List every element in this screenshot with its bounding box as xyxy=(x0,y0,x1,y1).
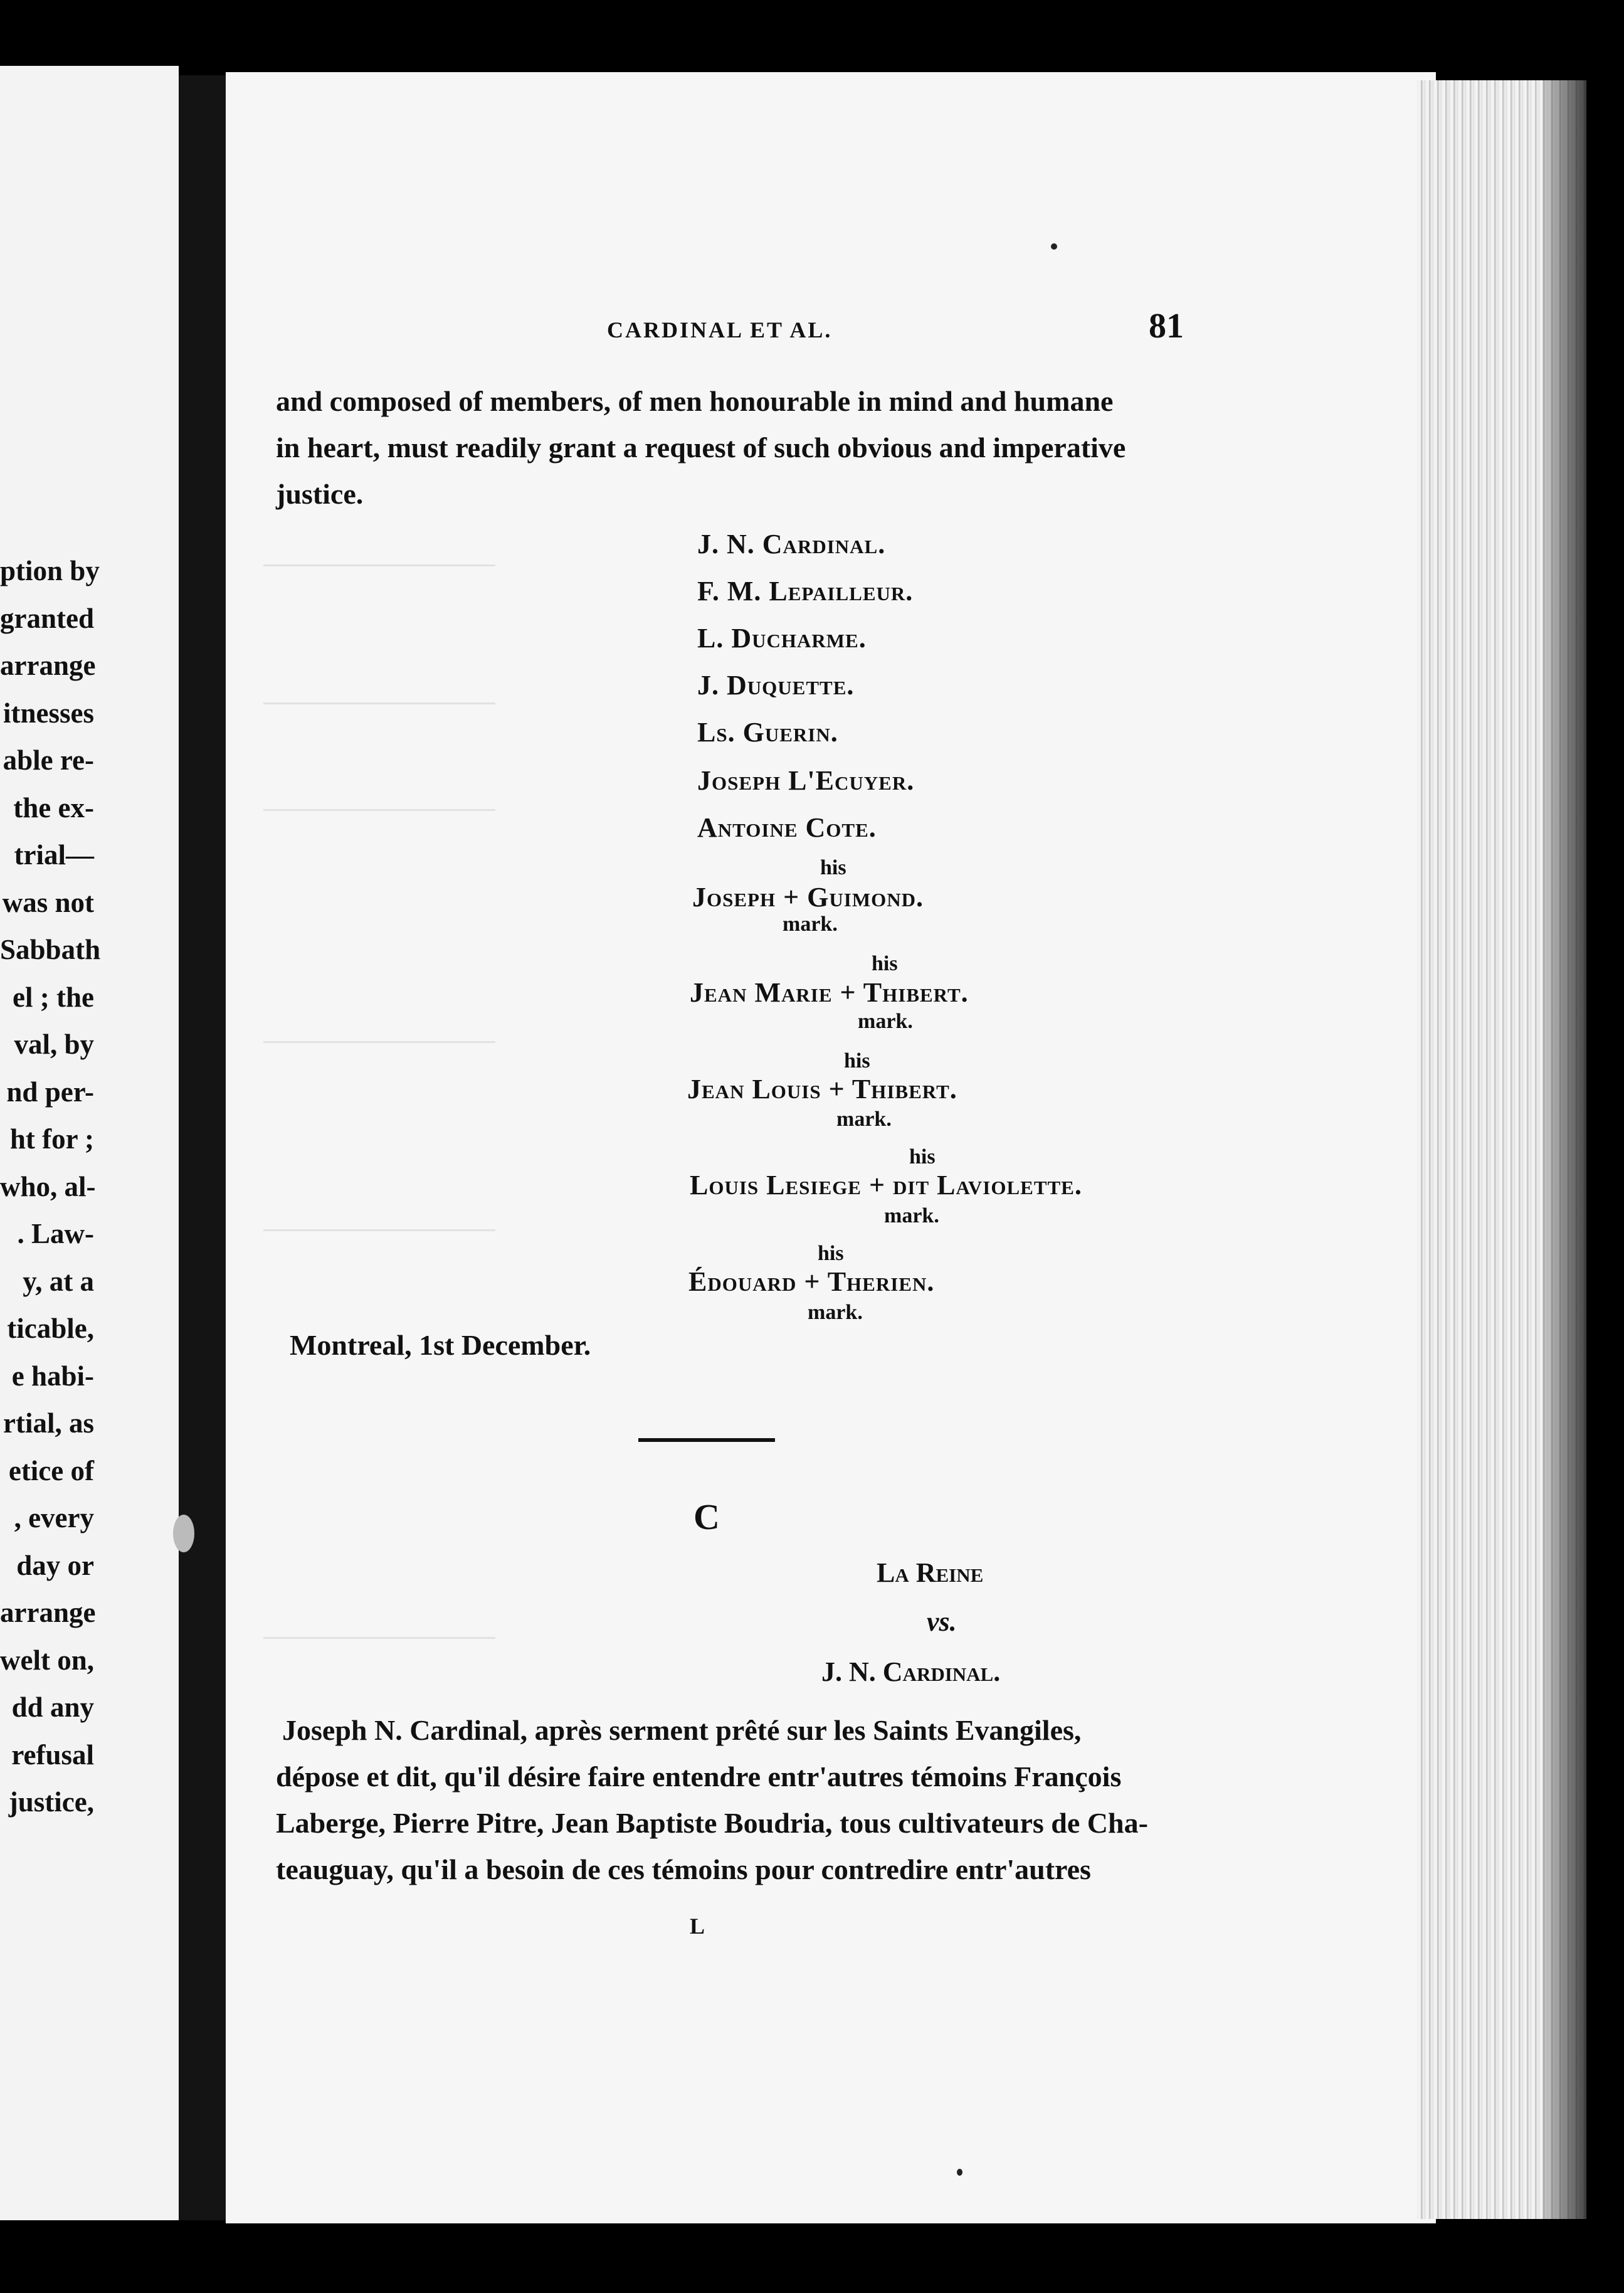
signatory-name: J. N. Cardinal. xyxy=(697,529,886,559)
left-line: dd any xyxy=(11,1692,94,1723)
left-line: was not xyxy=(2,886,94,918)
left-line: day or xyxy=(16,1549,94,1581)
first-name: Jean Marie xyxy=(690,977,833,1008)
left-facing-page xyxy=(0,66,179,2220)
marked-signatory xyxy=(690,1169,1082,1201)
left-line: granted xyxy=(0,602,94,634)
ink-speck xyxy=(1051,243,1057,250)
left-line: able re- xyxy=(3,744,94,776)
his-label: his xyxy=(820,856,846,879)
first-name: Édouard xyxy=(688,1266,797,1297)
left-line: . Law- xyxy=(17,1218,94,1249)
show-through xyxy=(263,1229,495,1231)
section-rule xyxy=(638,1438,775,1442)
left-line: e habi- xyxy=(11,1360,94,1392)
text-line: justice. xyxy=(276,478,364,510)
last-name: dit Laviolette. xyxy=(893,1170,1082,1200)
signatory-name: Ls. Guerin. xyxy=(697,717,838,748)
text-line: dépose et dit, qu'il désire faire entendre entr'autres témoins François xyxy=(276,1761,1122,1793)
cross-mark: + xyxy=(840,977,857,1008)
marked-signatory xyxy=(692,881,924,913)
ink-speck xyxy=(957,2169,962,2176)
mark-label: mark. xyxy=(884,1204,939,1227)
cross-mark: + xyxy=(783,882,800,913)
text-line: and composed of members, of men honourable in mind and humane xyxy=(276,385,1114,417)
page-number: 81 xyxy=(1149,307,1184,346)
marked-signatory xyxy=(688,1266,934,1298)
mark-label: mark. xyxy=(808,1301,863,1324)
show-through xyxy=(263,702,495,704)
book-gutter xyxy=(179,75,226,2220)
paragraph-2 xyxy=(276,1707,1148,1893)
left-line: val, by xyxy=(14,1029,94,1060)
left-line: etice of xyxy=(8,1454,94,1486)
last-name: Thibert. xyxy=(863,977,969,1008)
first-name: Joseph xyxy=(692,882,776,913)
marked-signatory xyxy=(690,977,969,1009)
last-name: Thibert. xyxy=(852,1074,957,1104)
cross-mark: + xyxy=(804,1266,821,1297)
show-through xyxy=(263,564,495,566)
left-line: welt on, xyxy=(0,1644,94,1676)
mark-label: mark. xyxy=(858,1010,913,1033)
dateline: Montreal, 1st December. xyxy=(290,1329,591,1361)
his-label: his xyxy=(844,1049,870,1072)
show-through xyxy=(263,1637,495,1639)
left-line: itnesses xyxy=(3,697,94,729)
signature-mark: L xyxy=(690,1914,705,1939)
cross-mark: + xyxy=(828,1074,845,1104)
his-label: his xyxy=(818,1242,844,1265)
cross-mark: + xyxy=(868,1170,886,1200)
his-label: his xyxy=(909,1145,936,1168)
signatory-name: Antoine Cote. xyxy=(697,812,877,843)
left-line: ht for ; xyxy=(9,1123,94,1155)
signatory-name: Joseph L'Ecuyer. xyxy=(697,765,915,796)
left-line: ticable, xyxy=(7,1313,94,1344)
left-line: Sabbath xyxy=(0,934,101,965)
marked-signatory xyxy=(687,1073,957,1105)
left-line: el ; the xyxy=(13,981,94,1013)
left-line: y, at a xyxy=(23,1265,94,1297)
first-name: Louis Lesiege xyxy=(690,1170,862,1200)
case-versus: vs. xyxy=(927,1606,957,1637)
text-line: Laberge, Pierre Pitre, Jean Baptiste Boudria, tous cultivateurs de Cha- xyxy=(276,1807,1148,1839)
his-label: his xyxy=(872,952,898,975)
page-fore-edge xyxy=(1417,80,1586,2219)
left-line: arrange xyxy=(0,1597,96,1628)
left-line: trial— xyxy=(14,839,94,871)
left-line: the ex- xyxy=(13,792,94,823)
binding-tear xyxy=(173,1515,194,1552)
left-line: justice, xyxy=(8,1786,94,1818)
show-through xyxy=(263,1041,495,1043)
signatory-name: L. Ducharme. xyxy=(697,623,867,654)
case-plaintiff: La Reine xyxy=(877,1557,984,1588)
signatory-name: F. M. Lepailleur. xyxy=(697,576,914,606)
left-line: refusal xyxy=(11,1739,94,1771)
case-defendant: J. N. Cardinal. xyxy=(821,1656,1001,1687)
left-line: , every xyxy=(14,1502,94,1533)
left-line: ption by xyxy=(0,555,100,586)
last-name: Therien. xyxy=(827,1266,935,1297)
text-line: in heart, must readily grant a request of such obvious and imperative xyxy=(276,432,1126,463)
running-head: CARDINAL ET AL. xyxy=(607,317,833,342)
first-name: Jean Louis xyxy=(687,1074,821,1104)
text-line: teauguay, qu'il a besoin de ces témoins pour contredire entr'autres xyxy=(276,1853,1091,1885)
left-line: arrange xyxy=(0,650,96,681)
section-letter: C xyxy=(693,1496,720,1537)
left-line: nd per- xyxy=(6,1076,94,1108)
left-line: rtial, as xyxy=(3,1407,94,1439)
left-page-text xyxy=(0,548,179,1826)
signatory-name: J. Duquette. xyxy=(697,670,855,701)
last-name: Guimond. xyxy=(807,882,924,913)
show-through xyxy=(263,809,495,811)
paragraph-1 xyxy=(276,378,1126,517)
mark-label: mark. xyxy=(836,1108,892,1131)
left-line: who, al- xyxy=(0,1170,96,1202)
text-line: Joseph N. Cardinal, après serment prêté sur les Saints Evangiles, xyxy=(282,1714,1082,1746)
fore-edge-shadow xyxy=(1542,80,1586,2219)
mark-label: mark. xyxy=(783,913,838,936)
